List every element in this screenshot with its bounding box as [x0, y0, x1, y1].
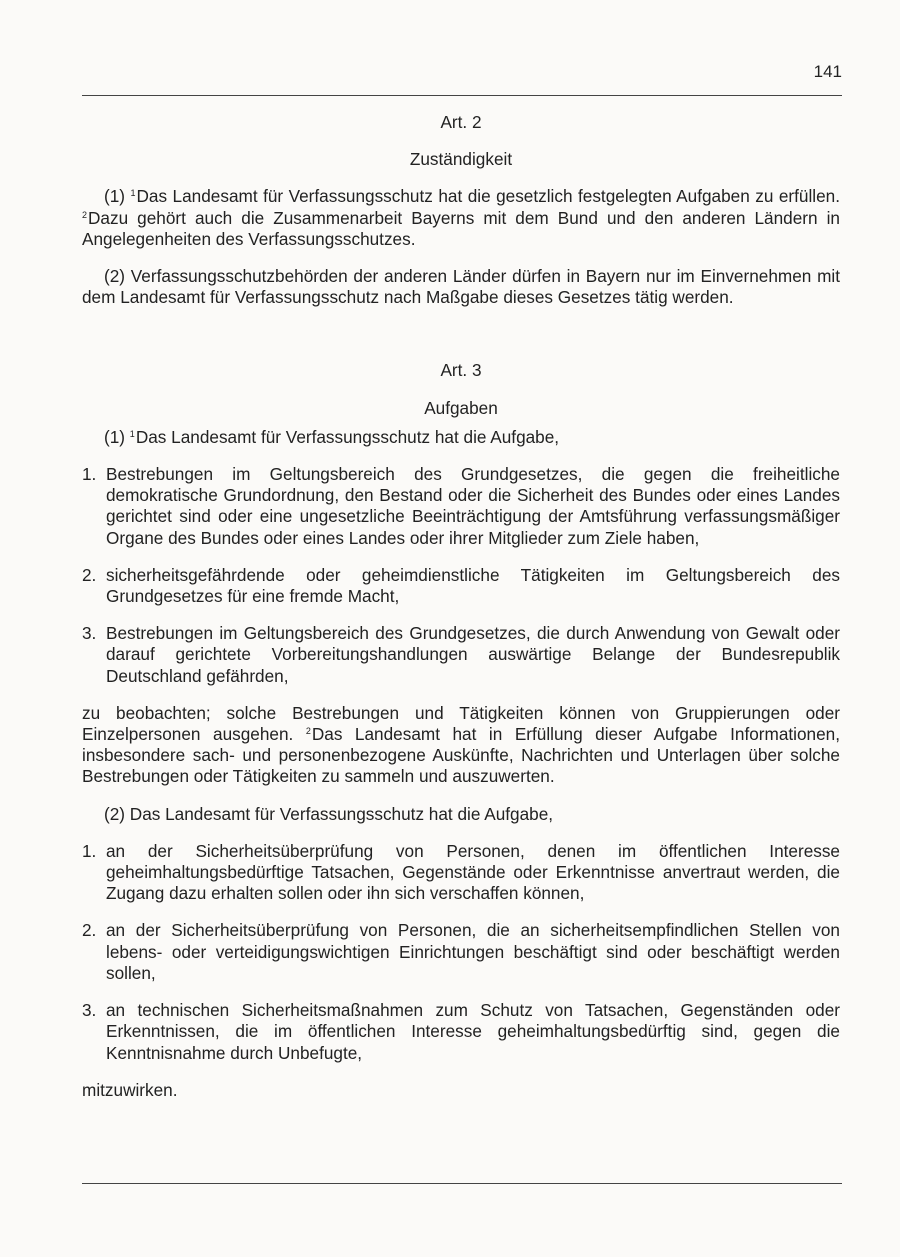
sentence-marker: 1 — [130, 188, 136, 199]
article-2-title: Zuständigkeit — [409, 149, 513, 170]
header-rule — [82, 95, 842, 96]
sentence-text: Dazu gehört auch die Zusammenarbeit Bayerns mit dem Bund und den anderen Ländern in Angelegenheiten des Verfassungsschutzes. — [82, 207, 840, 249]
sentence-marker: 2 — [82, 209, 88, 220]
list-item-text: sicherheitsgefährdende oder geheimdienstliche Tätigkeiten im Geltungsbereich des Grundgesetzes für eine fremde Macht, — [106, 564, 840, 607]
article-2-paragraph-2: (2) Verfassungsschutzbehörden der anderen Länder dürfen in Bayern nur im Einvernehmen mit dem Landesamt für Verfassungsschutz nach Maßgabe dieses Gesetzes tätig werden. — [82, 266, 840, 308]
list-item — [82, 565, 840, 607]
paragraph-label: (1) — [104, 426, 126, 447]
list-item-number: 2. — [82, 564, 97, 585]
article-3-paragraph-1-closing — [82, 703, 840, 788]
article-3-paragraph-2-intro: (2) Das Landesamt für Verfassungsschutz hat die Aufgabe, — [104, 803, 554, 824]
page-body — [82, 108, 840, 1101]
list-item-text: Bestrebungen im Geltungsbereich des Grundgesetzes, die durch Anwendung von Gewalt oder darauf gerichtete Vorbereitungshandlungen auswärtige Belange der Bundesrepublik Deutschland gefährden, — [106, 623, 840, 686]
list-item-number: 3. — [82, 623, 97, 644]
paragraph-label: (1) — [104, 186, 126, 207]
sentence-text: Das Landesamt hat in Erfüllung dieser Aufgabe Informationen, insbesondere sach- und personenbezogene Auskünfte, Nachrichten und Unterlagen über solche Bestrebungen oder Tätigkeiten zu sammeln und auszuwerten. — [82, 724, 840, 787]
list-item — [82, 920, 840, 984]
article-3-number: Art. 3 — [440, 360, 482, 381]
list-item — [82, 623, 840, 687]
list-item — [82, 1000, 840, 1064]
page-number: 141 — [813, 62, 842, 81]
list-item-text: an technischen Sicherheitsmaßnahmen zum Schutz von Tatsachen, Gegenständen oder Erkenntnissen, die im öffentlichen Interesse geheimhaltungsbedürftig sind, gegen die Kenntnisnahme durch Unbefugte, — [106, 1000, 840, 1063]
sentence-marker: 2 — [305, 726, 311, 737]
list-item — [82, 841, 840, 905]
sentence-text: zu beobachten; solche Bestrebungen und Tätigkeiten können von Gruppierungen oder Einzelpersonen ausgehen. — [82, 702, 840, 745]
list-item-number: 2. — [82, 920, 97, 941]
footer-rule — [82, 1183, 842, 1184]
sentence-marker: 1 — [129, 428, 135, 439]
list-item-text: an der Sicherheitsüberprüfung von Personen, die an sicherheitsempfindlichen Stellen von lebens- oder verteidigungswichtigen Einrichtungen beschäftigt sind oder beschäftigt werden sollen, — [106, 920, 840, 983]
article-3-title: Aufgaben — [424, 397, 498, 418]
list-item-text: Bestrebungen im Geltungsbereich des Grundgesetzes, die gegen die freiheitliche demokratische Grundordnung, den Bestand oder die Sicherheit des Bundes oder eines Landes gerichtet sind oder eine ungesetzliche Beeinträchtigung der Amtsführung verfassungsmäßiger Organe des Bundes oder eines Landes oder ihrer Mitglieder zum Ziele haben, — [106, 464, 840, 548]
list-item-text: an der Sicherheitsüberprüfung von Personen, denen im öffentlichen Interesse geheimhaltungsbedürftige Tatsachen, Gegenstände oder Erkenntnisse anvertraut werden, die Zugang dazu erhalten sollen oder ihn sich verschaffen können, — [106, 840, 840, 904]
article-3-paragraph-1-list — [82, 464, 840, 687]
article-3-paragraph-2-list — [82, 841, 840, 1064]
article-3-paragraph-2-closing: mitzuwirken. — [82, 1079, 178, 1100]
list-item — [82, 464, 840, 549]
list-item-number: 1. — [82, 464, 97, 485]
list-item-number: 3. — [82, 1000, 97, 1021]
sentence-text: Das Landesamt für Verfassungsschutz hat die Aufgabe, — [135, 426, 560, 447]
article-2-paragraph-1 — [82, 186, 840, 250]
article-2-number: Art. 2 — [440, 112, 482, 132]
article-3-paragraph-1-intro — [82, 427, 840, 448]
sentence-text: Das Landesamt für Verfassungsschutz hat die gesetzlich festgelegten Aufgaben zu erfüllen. — [136, 186, 841, 207]
list-item-number: 1. — [82, 840, 97, 861]
